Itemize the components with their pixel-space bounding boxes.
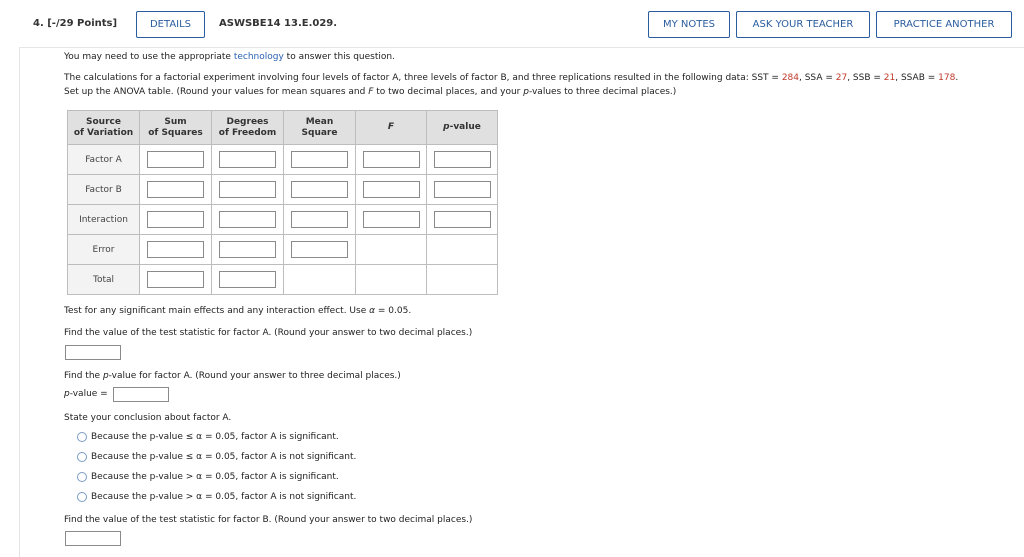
pvalue-label	[64, 389, 108, 399]
question-stat-b: Find the value of the test statistic for factor B. (Round your answer to two decimal places.)	[64, 515, 473, 525]
header-source: Source of Variation	[68, 111, 140, 145]
problem-line-2-c: -values to three decimal places.)	[528, 87, 677, 97]
factor-a-ms-input[interactable]	[291, 151, 348, 168]
alpha-symbol: α	[369, 306, 376, 316]
interaction-df-input[interactable]	[219, 211, 276, 228]
table-row-interaction	[68, 205, 498, 235]
problem-line-2-a: Set up the ANOVA table. (Round your values for mean squares and	[64, 87, 369, 97]
problem-line-1-end: .	[955, 73, 959, 83]
interaction-ms-input[interactable]	[291, 211, 348, 228]
conclusion-option-3: Because the p-value > α = 0.05, factor A is significant.	[91, 472, 339, 482]
conclusion-radio-2[interactable]	[77, 452, 87, 462]
conclusion-option-1: Because the p-value ≤ α = 0.05, factor A is significant.	[91, 432, 339, 442]
ssa-value: 27	[835, 73, 848, 83]
my-notes-button[interactable]: MY NOTES	[648, 11, 730, 38]
pvalue-label-p: p	[64, 389, 70, 399]
sst-value: 284	[781, 73, 799, 83]
q-p-a-p: p	[102, 371, 109, 381]
total-df-input[interactable]	[219, 271, 276, 288]
question-number: 4. [-/29 Points]	[33, 18, 118, 29]
header-mean-square: Mean Square	[284, 111, 356, 145]
question-code: ASWSBE14 13.E.029.	[219, 18, 338, 29]
pvalue-label-rest: -value =	[69, 389, 108, 399]
table-row-total	[68, 265, 498, 295]
test-suffix: = 0.05.	[375, 306, 412, 316]
row-label: Factor B	[68, 175, 140, 205]
ssb-value: 21	[883, 73, 896, 83]
factor-a-p-input[interactable]	[434, 151, 491, 168]
factor-a-ss-input[interactable]	[147, 151, 204, 168]
interaction-f-input[interactable]	[363, 211, 420, 228]
interaction-ss-input[interactable]	[147, 211, 204, 228]
test-instruction	[64, 306, 411, 316]
header-p-value: p-value	[427, 111, 498, 145]
factor-b-df-input[interactable]	[219, 181, 276, 198]
test-prefix: Test for any significant main effects and any interaction effect. Use	[64, 306, 370, 316]
header-f: F	[356, 111, 427, 145]
table-row-factor-a	[68, 145, 498, 175]
stat-b-input[interactable]	[65, 531, 121, 546]
factor-b-ms-input[interactable]	[291, 181, 348, 198]
ssab-value: 178	[938, 73, 956, 83]
conclusion-radio-3[interactable]	[77, 472, 87, 482]
error-ms-input[interactable]	[291, 241, 348, 258]
intro-prefix: You may need to use the appropriate	[64, 52, 234, 62]
conclusion-radio-4[interactable]	[77, 492, 87, 502]
problem-line-2-b: to two decimal places, and your	[373, 87, 524, 97]
technology-link[interactable]: technology	[233, 52, 284, 62]
problem-line-2-p: p	[523, 87, 529, 97]
ssab-label: , SSAB =	[895, 73, 939, 83]
anova-table	[67, 110, 498, 295]
intro-text	[64, 52, 395, 62]
empty-cell	[284, 265, 356, 295]
problem-line-1-text: The calculations for a factorial experiment involving four levels of factor A, three levels of factor B, and three replications resulted in the following data: SST =	[64, 73, 782, 83]
q-p-a-prefix: Find the	[64, 371, 103, 381]
q-p-a-suffix: -value for factor A. (Round your answer to three decimal places.)	[108, 371, 401, 381]
factor-b-p-input[interactable]	[434, 181, 491, 198]
ssa-label: , SSA =	[799, 73, 836, 83]
practice-another-button[interactable]: PRACTICE ANOTHER	[876, 11, 1012, 38]
row-label: Interaction	[68, 205, 140, 235]
empty-cell	[427, 265, 498, 295]
empty-cell	[356, 265, 427, 295]
row-label: Total	[68, 265, 140, 295]
conclusion-prompt: State your conclusion about factor A.	[64, 413, 232, 423]
error-df-input[interactable]	[219, 241, 276, 258]
empty-cell	[427, 235, 498, 265]
factor-b-f-input[interactable]	[363, 181, 420, 198]
row-label: Error	[68, 235, 140, 265]
ssb-label: , SSB =	[847, 73, 884, 83]
factor-a-df-input[interactable]	[219, 151, 276, 168]
question-stat-a: Find the value of the test statistic for factor A. (Round your answer to two decimal places.)	[64, 328, 473, 338]
factor-a-f-input[interactable]	[363, 151, 420, 168]
conclusion-option-2: Because the p-value ≤ α = 0.05, factor A is not significant.	[91, 452, 357, 462]
interaction-p-input[interactable]	[434, 211, 491, 228]
pvalue-a-input[interactable]	[113, 387, 169, 402]
row-label: Factor A	[68, 145, 140, 175]
table-row-error	[68, 235, 498, 265]
conclusion-option-4: Because the p-value > α = 0.05, factor A is not significant.	[91, 492, 357, 502]
header-sum-of-squares: Sum of Squares	[140, 111, 212, 145]
empty-cell	[356, 235, 427, 265]
factor-b-ss-input[interactable]	[147, 181, 204, 198]
question-p-a	[64, 371, 401, 381]
conclusion-radio-1[interactable]	[77, 432, 87, 442]
total-ss-input[interactable]	[147, 271, 204, 288]
problem-line-2-f: F	[368, 87, 374, 97]
header-degrees-of-freedom: Degrees of Freedom	[212, 111, 284, 145]
stat-a-input[interactable]	[65, 345, 121, 360]
error-ss-input[interactable]	[147, 241, 204, 258]
problem-line-1	[64, 73, 958, 83]
problem-line-2	[64, 87, 676, 97]
ask-your-teacher-button[interactable]: ASK YOUR TEACHER	[736, 11, 870, 38]
details-button[interactable]: DETAILS	[136, 11, 205, 38]
intro-suffix: to answer this question.	[283, 52, 395, 62]
table-row-factor-b	[68, 175, 498, 205]
